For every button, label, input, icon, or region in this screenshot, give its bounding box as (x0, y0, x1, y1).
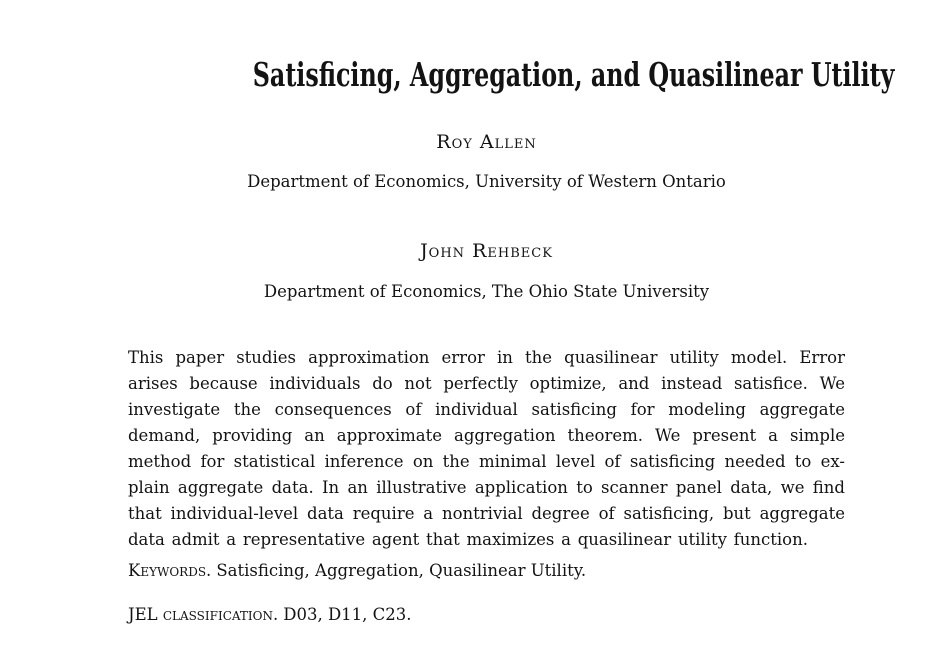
jel-text: D03, D11, C23. (283, 605, 412, 624)
abstract-line: demand, providing an approximate aggregation theorem. We present a simple (128, 426, 845, 445)
abstract (128, 345, 845, 553)
abstract-line: method for statistical inference on the minimal level of satisficing needed to ex- (128, 452, 845, 471)
keywords-line (128, 558, 845, 584)
keywords-label: Keywords. (128, 561, 212, 580)
author-name-1: Roy Allen (436, 131, 537, 153)
abstract-line: arises because individuals do not perfectly optimize, and instead satisfice. We (128, 374, 845, 393)
abstract-line: investigate the consequences of individual satisficing for modeling aggregate (128, 400, 845, 419)
paper-title (128, 55, 895, 94)
author-affiliation-1: Department of Economics, University of Western Ontario (247, 172, 726, 191)
author-name-2: John Rehbeck (420, 240, 553, 262)
paper-front-matter (128, 0, 895, 653)
abstract-line: that individual-level data require a nontrivial degree of satisficing, but aggregate (128, 504, 845, 523)
author-affiliation-2: Department of Economics, The Ohio State University (263, 282, 710, 301)
jel-classification-line (128, 602, 845, 628)
paper-title-text: Satisficing, Aggregation, and Quasilinear Utility (252, 55, 895, 94)
jel-label: JEL classification. (128, 605, 279, 624)
abstract-line: data admit a representative agent that maximizes a quasilinear utility function. (128, 530, 808, 549)
keywords-text: Satisficing, Aggregation, Quasilinear Utility. (216, 561, 587, 580)
abstract-line: plain aggregate data. In an illustrative application to scanner panel data, we find (128, 478, 845, 497)
abstract-line: This paper studies approximation error in the quasilinear utility model. Error (128, 348, 845, 367)
